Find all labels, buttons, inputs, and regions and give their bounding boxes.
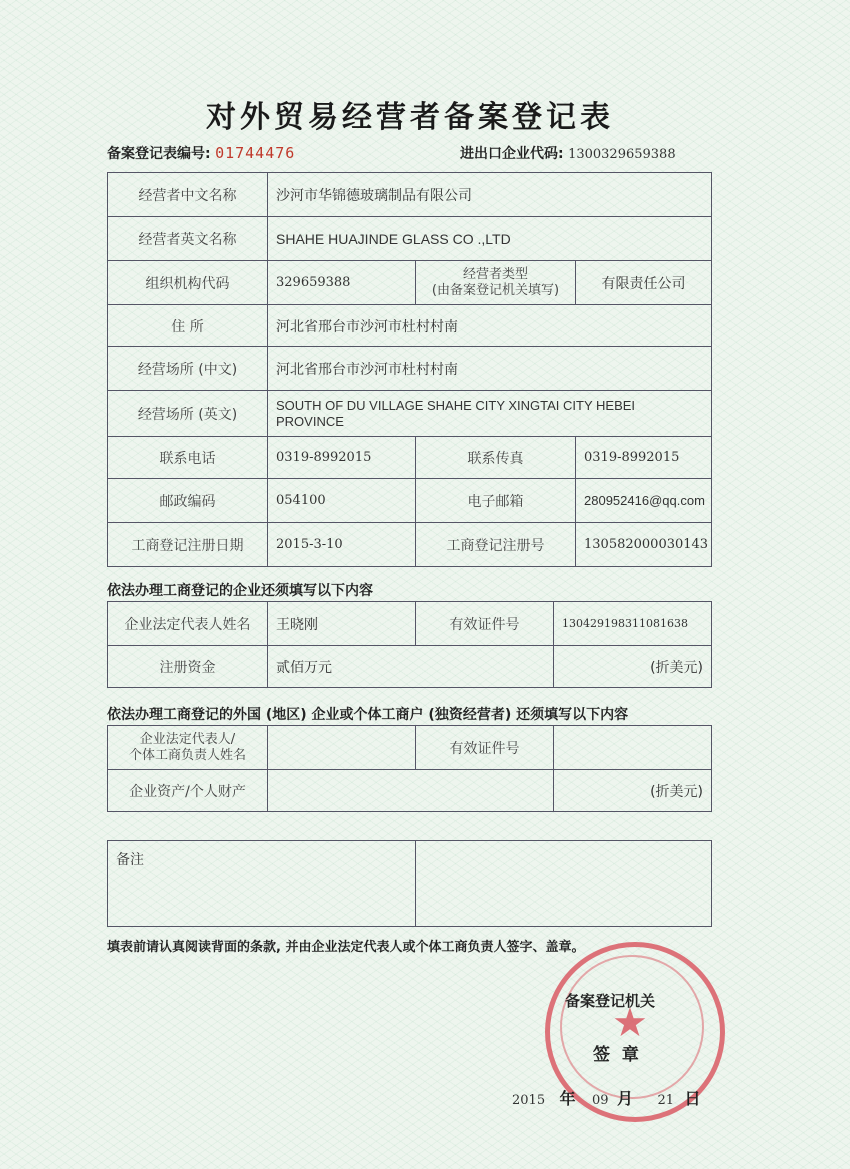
email-label: 电子邮箱 — [416, 479, 576, 523]
date-year: 2015 — [512, 1093, 546, 1108]
foreign-id-label: 有效证件号 — [416, 726, 554, 770]
date-month-unit: 月 — [617, 1089, 634, 1108]
capital-label: 注册资金 — [108, 646, 268, 688]
phone-value: 0319-8992015 — [268, 437, 416, 479]
asset-value — [268, 770, 554, 812]
operator-type-value: 有限责任公司 — [576, 261, 712, 305]
legal-rep-value: 王晓刚 — [268, 602, 416, 646]
authority-label: 备案登记机关 — [565, 992, 656, 1010]
remarks-table — [107, 840, 712, 927]
operator-type-label-2: (由备案登记机关填写) — [431, 282, 560, 298]
phone-label: 联系电话 — [108, 437, 268, 479]
footer-note: 填表前请认真阅读背面的条款, 并由企业法定代表人或个体工商负责人签字、盖章。 — [107, 940, 585, 955]
reg-date-label: 工商登记注册日期 — [108, 523, 268, 567]
cn-name-value: 沙河市华锦德玻璃制品有限公司 — [268, 173, 712, 217]
remarks-label: 备注 — [108, 841, 416, 927]
date-year-unit: 年 — [559, 1089, 576, 1108]
foreign-id-value — [554, 726, 712, 770]
cn-name-label: 经营者中文名称 — [108, 173, 268, 217]
date-line — [512, 1086, 701, 1109]
org-code-value: 329659388 — [268, 261, 416, 305]
capital-unit: (折美元) — [554, 646, 712, 688]
section1-table — [107, 601, 712, 688]
reg-no-value: 130582000030143 — [576, 523, 712, 567]
section2-heading: 依法办理工商登记的外国 (地区) 企业或个体工商户 (独资经营者) 还须填写以下内容 — [107, 707, 629, 723]
document-title: 对外贸易经营者备案登记表 — [206, 100, 614, 135]
reg-no-label: 工商登记注册号 — [416, 523, 576, 567]
id-number-label: 有效证件号 — [416, 602, 554, 646]
place-cn-label: 经营场所 (中文) — [108, 347, 268, 391]
postcode-value: 054100 — [268, 479, 416, 523]
id-number-value: 130429198311081638 — [554, 602, 712, 646]
fax-value: 0319-8992015 — [576, 437, 712, 479]
date-day: 21 — [657, 1093, 675, 1108]
remarks-value — [416, 841, 712, 927]
operator-type-label — [416, 261, 576, 305]
email-value: 280952416@qq.com — [576, 479, 712, 523]
reg-date-value: 2015-3-10 — [268, 523, 416, 567]
main-table — [107, 172, 712, 567]
place-en-value: SOUTH OF DU VILLAGE SHAHE CITY XINGTAI CITY HEBEI PROVINCE — [268, 391, 712, 437]
postcode-label: 邮政编码 — [108, 479, 268, 523]
enterprise-code — [460, 143, 676, 163]
asset-label: 企业资产/个人财产 — [108, 770, 268, 812]
foreign-rep-label-1: 企业法定代表人/ — [139, 731, 236, 747]
capital-value: 贰佰万元 — [268, 646, 554, 688]
address-value: 河北省邢台市沙河市杜村村南 — [268, 305, 712, 347]
seal-star-icon: ★ — [612, 1000, 648, 1046]
form-number-value: 01744476 — [215, 144, 296, 162]
section1-heading: 依法办理工商登记的企业还须填写以下内容 — [107, 583, 373, 599]
section2-table — [107, 725, 712, 812]
foreign-rep-label — [108, 726, 268, 770]
form-number-label: 备案登记表编号: — [107, 146, 211, 162]
foreign-rep-value — [268, 726, 416, 770]
foreign-rep-label-2: 个体工商负责人姓名 — [128, 747, 246, 763]
place-cn-value: 河北省邢台市沙河市杜村村南 — [268, 347, 712, 391]
form-number — [107, 143, 295, 163]
date-day-unit: 日 — [684, 1089, 701, 1108]
org-code-label: 组织机构代码 — [108, 261, 268, 305]
address-label: 住 所 — [108, 305, 268, 347]
enterprise-code-label: 进出口企业代码: — [460, 146, 564, 162]
legal-rep-label: 企业法定代表人姓名 — [108, 602, 268, 646]
asset-unit: (折美元) — [554, 770, 712, 812]
fax-label: 联系传真 — [416, 437, 576, 479]
enterprise-code-value: 1300329659388 — [568, 147, 676, 162]
en-name-label: 经营者英文名称 — [108, 217, 268, 261]
place-en-label: 经营场所 (英文) — [108, 391, 268, 437]
date-month: 09 — [592, 1093, 609, 1108]
operator-type-label-1: 经营者类型 — [462, 266, 528, 282]
en-name-value: SHAHE HUAJINDE GLASS CO .,LTD — [268, 217, 712, 261]
stamp-label: 签 章 — [593, 1045, 639, 1065]
